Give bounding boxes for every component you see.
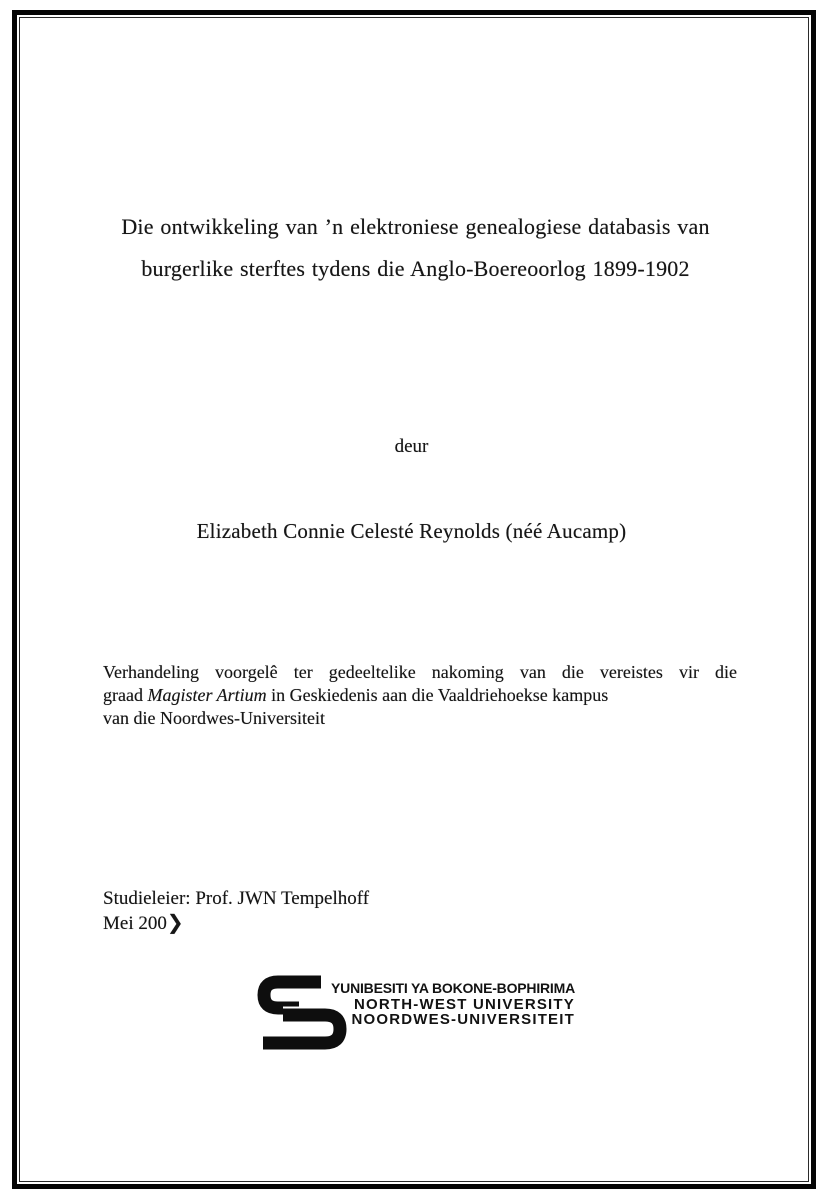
degree-name-italic: Magister Artium [147,685,267,706]
degree-statement-line2-post: in Geskiedenis aan die Vaaldriehoekse kampus [266,685,609,706]
university-logo [257,971,587,1061]
university-logo-text [318,981,575,1028]
degree-statement-line2-pre: graad [103,685,148,706]
date-prefix: Mei 200 [103,912,167,934]
author-name: Elizabeth Connie Celesté Reynolds (néé Aucamp) [196,519,627,543]
byline-deur-label: deur [394,436,429,457]
date-seven-glyph: ❯ [166,909,184,934]
degree-statement [103,661,737,731]
thesis-title-line1: Die ontwikkeling van ’n elektroniese genealogiese databasis van [121,214,710,239]
logo-setswana-name: YUNIBESITI YA BOKONE-BOPHIRIMA [331,980,575,996]
degree-statement-line1: Verhandeling voorgelê ter gedeeltelike nakoming van die vereistes vir die [103,662,737,682]
degree-statement-line2 [103,684,737,707]
supervisor-line: Studieleier: Prof. JWN Tempelhoff [103,888,370,909]
thesis-title-line2: burgerlike sterftes tydens die Anglo-Boereoorlog 1899-1902 [141,256,690,281]
logo-english-name: NORTH-WEST UNIVERSITY [353,995,575,1013]
logo-afrikaans-name: NOORDWES-UNIVERSITEIT [351,1011,575,1028]
date-line [103,911,369,936]
supervisor-date-block [103,887,369,935]
degree-statement-line3: van die Noordwes-Universiteit [103,708,325,729]
thesis-title [60,206,771,290]
